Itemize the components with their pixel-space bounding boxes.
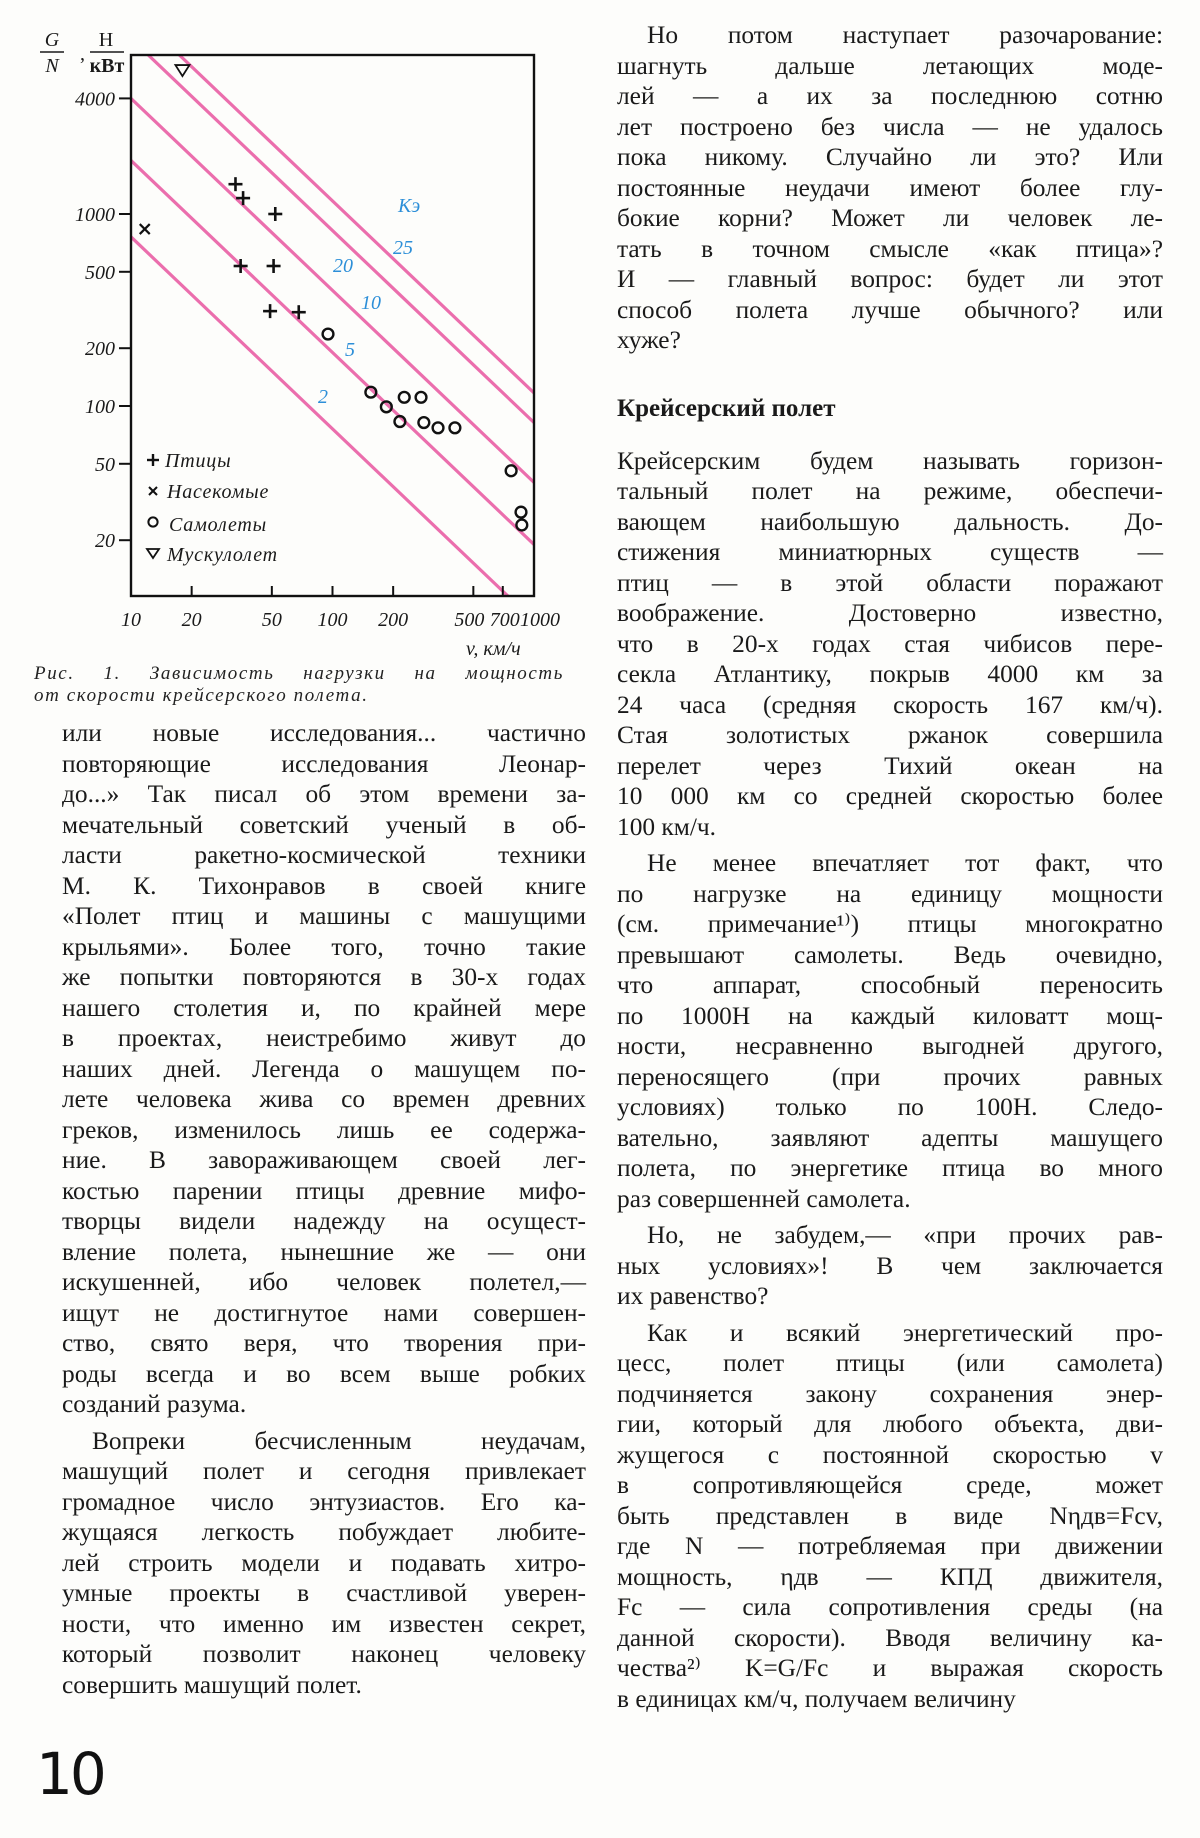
text-line: Вопреки бесчисленным неудачам,: [92, 1426, 586, 1455]
plane-point: [399, 392, 410, 403]
text-line: подчиняется закону сохранения энер-: [617, 1379, 1163, 1408]
section-body: [617, 446, 1163, 1715]
figure-caption: [34, 663, 564, 707]
plus-marker-icon: [147, 454, 159, 466]
y-tick-label: 500: [85, 261, 115, 284]
text-line: громадное число энтузиастов. Его ка-: [62, 1487, 586, 1516]
text-line: Но потом наступает разочарование:: [647, 21, 1163, 49]
text-line: цесс, полет птицы (или самолета): [617, 1349, 1163, 1377]
y-tick-label: 20: [95, 530, 115, 553]
y-label-denominator: N: [45, 55, 59, 77]
text-line: вающем наибольшую дальность. До-: [617, 507, 1163, 536]
x-tick-label: 50: [261, 609, 282, 631]
text-line: гии, который для любого объекта, дви-: [617, 1410, 1163, 1438]
text-line: секла Атлантику, покрыв 4000 км за: [617, 660, 1163, 688]
text-line: Как и всякий энергетический про-: [647, 1318, 1163, 1347]
text-line: чества²⁾ K=G/Fс и выражая скорость: [617, 1654, 1163, 1682]
left-column-text: [62, 718, 586, 1706]
text-line: или новые исследования... частично: [62, 719, 586, 747]
x-tick-label: 1000: [520, 609, 560, 631]
text-line: же попытки повторяются в 30-х годах: [62, 963, 586, 991]
text-line: 24 часа (средняя скорость 167 км/ч).: [617, 690, 1163, 719]
text-line: превышают самолеты. Ведь очевидно,: [617, 940, 1163, 969]
muscle-plane-point: [175, 65, 189, 76]
text-line: искушенней, ибо человек полетел,—: [62, 1268, 586, 1296]
paragraph: [617, 1318, 1163, 1715]
figure-chart: [0, 0, 600, 660]
text-line: И — главный вопрос: будет ли этот: [617, 265, 1163, 293]
text-line: творцы видели надежду на осущест-: [62, 1207, 586, 1235]
text-line: лей — а их за последнюю сотню: [617, 82, 1163, 110]
text-line: тальный полет на режиме, обеспечи-: [617, 477, 1163, 505]
text-line: машущий полет и сегодня привлекает: [62, 1457, 586, 1485]
plane-point: [433, 422, 444, 433]
text-line: хуже?: [617, 326, 681, 354]
paragraph: [617, 1220, 1163, 1312]
text-line: переносящего (при прочих равных: [617, 1062, 1163, 1091]
text-line: мечательный советский ученый в об-: [62, 810, 586, 839]
text-line: воображение. Достоверно известно,: [617, 599, 1163, 627]
k-axis-label: Kэ: [398, 195, 421, 217]
y-axis-label: [40, 29, 125, 77]
text-line: костью парении птицы древние мифо-: [62, 1176, 586, 1205]
y-tick-label: 200: [85, 338, 115, 361]
x-tick-label: 700: [489, 609, 520, 631]
text-line: лете человека жива со времен древних: [62, 1085, 586, 1113]
text-line: тать в точном смысле «как птица»?: [617, 234, 1163, 263]
text-line: «Полет птиц и машины с машущими: [62, 902, 586, 930]
svg-text:Насекомые: Насекомые: [167, 481, 270, 503]
plane-point: [506, 465, 517, 476]
text-line: быть представлен в виде Nηдв=Fсv,: [617, 1501, 1163, 1530]
text-line: до...» Так писал об этом времени за-: [62, 780, 586, 808]
text-line: способ полета лучше обычного? или: [617, 295, 1163, 324]
y-tick-label: 4000: [75, 88, 115, 111]
x-tick-label: 10: [121, 609, 141, 631]
text-line: роды всегда и во всем выше робких: [62, 1359, 586, 1388]
y-label-numerator: G: [44, 29, 60, 51]
text-line: где N — потребляемая при движении: [617, 1532, 1163, 1560]
text-line: нашего столетия и, по крайней мере: [62, 993, 586, 1022]
text-line: их равенство?: [617, 1282, 769, 1310]
svg-text:Мускулолет: Мускулолет: [167, 544, 278, 566]
caption-line: Рис. 1. Зависимость нагрузки на мощность: [34, 663, 564, 684]
text-line: мощность, ηдв — КПД движителя,: [617, 1562, 1163, 1591]
text-line: шагнуть дальше летающих моде-: [617, 51, 1163, 80]
k-label-10: 10: [361, 292, 381, 314]
x-tick-label: 20: [181, 609, 202, 631]
text-line: в проектах, неистребимо живут до: [62, 1024, 586, 1052]
text-line: стижения миниатюрных существ —: [617, 538, 1163, 566]
text-line: данной скорости). Вводя величину ка-: [617, 1623, 1163, 1652]
text-line: наших дней. Легенда о машущем по-: [62, 1054, 586, 1083]
text-line: греков, изменилось лишь ее содержа-: [62, 1115, 586, 1144]
svg-text:Птицы: Птицы: [165, 450, 232, 472]
section-heading: Крейсерский полет: [617, 394, 836, 422]
text-line: повторяющие исследования Леонар-: [62, 749, 586, 778]
x-axis-label: v, км/ч: [466, 638, 521, 660]
k-label-20: 20: [333, 255, 353, 277]
text-line: Стая золотистых ржанок совершила: [617, 721, 1163, 749]
k-label-25: 25: [393, 237, 413, 259]
y-unit-numerator: Н: [98, 29, 114, 51]
plane-point: [450, 422, 461, 433]
text-line: по нагрузке на единицу мощности: [617, 879, 1163, 908]
text-line: вление полета, нынешние же — они: [62, 1237, 586, 1266]
text-line: что в 20-х годах стая чибисов пере-: [617, 629, 1163, 658]
y-tick-label: 100: [85, 396, 115, 418]
plane-point: [323, 329, 334, 340]
text-line: ности, несравненно выгодней другого,: [617, 1032, 1163, 1060]
y-tick-label: 1000: [75, 204, 115, 226]
right-column-text: [617, 20, 1163, 1720]
chart-legend: [147, 450, 278, 566]
page-number: 10: [36, 1740, 104, 1808]
text-line: Но, не забудем,— «при прочих рав-: [647, 1221, 1163, 1249]
text-line: ние. В завораживающем своей лег-: [62, 1146, 586, 1174]
x-marker-icon: [149, 487, 157, 495]
text-line: 10 000 км со средней скоростью более: [617, 782, 1163, 810]
text-line: постоянные неудачи имеют более глу-: [617, 173, 1163, 202]
text-line: Крейсерским будем называть горизон-: [617, 446, 1163, 475]
svg-text:Самолеты: Самолеты: [169, 514, 267, 536]
text-line: ласти ракетно-космической техники: [62, 841, 586, 869]
text-line: полета, по энергетике птица во много: [617, 1154, 1163, 1182]
k-label-2: 2: [318, 386, 328, 408]
legend-item-muscle-plane: [147, 544, 278, 566]
x-axis-ticks: [121, 586, 560, 631]
plane-point: [418, 417, 429, 428]
caption-line: от скорости крейсерского полета.: [34, 685, 369, 706]
paragraph: [62, 1426, 586, 1701]
text-line: который позволит наконец человеку: [62, 1640, 586, 1668]
text-line: что аппарат, способный переносить: [617, 971, 1163, 999]
text-line: в единицах км/ч, получаем величину: [617, 1684, 1016, 1713]
plane-point: [516, 520, 527, 531]
paragraph: [62, 718, 586, 1420]
text-line: ности, что именно им известен секрет,: [62, 1609, 586, 1638]
text-line: перелет через Тихий океан на: [617, 751, 1163, 780]
text-line: М. К. Тихонравов в своей книге: [62, 871, 586, 900]
k-label-5: 5: [345, 339, 355, 361]
text-line: в сопротивляющейся среде, может: [617, 1471, 1163, 1499]
text-line: раз совершенней самолета.: [617, 1184, 911, 1213]
text-line: (см. примечание¹⁾) птицы многократно: [617, 910, 1163, 938]
text-line: совершить машущий полет.: [62, 1670, 362, 1699]
svg-text:,: ,: [80, 43, 85, 65]
text-line: умные проекты в счастливой уверен-: [62, 1579, 586, 1607]
text-line: лей строить модели и подавать хитро-: [62, 1548, 586, 1577]
y-tick-label: 50: [95, 453, 115, 476]
text-line: ство, свято веря, что творения при-: [62, 1329, 586, 1357]
text-line: жущегося с постоянной скоростью v: [617, 1440, 1163, 1469]
text-line: ищут не достигнутое нами совершен-: [62, 1298, 586, 1327]
legend-item-planes: [148, 514, 267, 536]
triangle-down-marker-icon: [147, 549, 159, 558]
x-tick-label: 100: [317, 609, 348, 631]
circle-marker-icon: [148, 517, 157, 526]
x-tick-label: 200: [378, 609, 409, 631]
k-line-20: [70, 0, 594, 480]
text-line: по 1000Н на каждый киловатт мощ-: [617, 1001, 1163, 1030]
text-line: жущаяся легкость побуждает любите-: [62, 1518, 586, 1546]
legend-item-insects: [149, 481, 269, 503]
plane-point: [416, 392, 427, 403]
y-unit-denominator: кВт: [89, 55, 125, 77]
text-line: ных условиях»! В чем заключается: [617, 1251, 1163, 1280]
k-line-10: [70, 41, 594, 541]
plane-point: [516, 507, 527, 518]
y-axis-ticks: [75, 88, 131, 552]
text-line: условиях) только по 100Н. Следо-: [617, 1093, 1163, 1121]
text-line: 100 км/ч.: [617, 812, 717, 841]
text-line: птиц — в этой области поражают: [617, 568, 1163, 597]
intro-paragraph: [617, 20, 1163, 356]
text-line: бокие корни? Может ли человек ле-: [617, 204, 1163, 232]
text-line: созданий разума.: [62, 1390, 247, 1418]
text-line: лет построено без числа — не удалось: [617, 112, 1163, 141]
paragraph: [617, 446, 1163, 843]
paragraph: [617, 848, 1163, 1214]
text-line: Не менее впечатляет тот факт, что: [647, 849, 1163, 877]
text-line: вательно, заявляют адепты машущего: [617, 1123, 1163, 1152]
text-line: пока никому. Случайно ли это? Или: [617, 143, 1163, 171]
text-line: крыльями». Более того, точно такие: [62, 932, 586, 961]
x-tick-label: 500: [454, 609, 485, 631]
text-line: Fс — сила сопротивления среды (на: [617, 1593, 1163, 1621]
legend-item-birds: [147, 450, 231, 472]
